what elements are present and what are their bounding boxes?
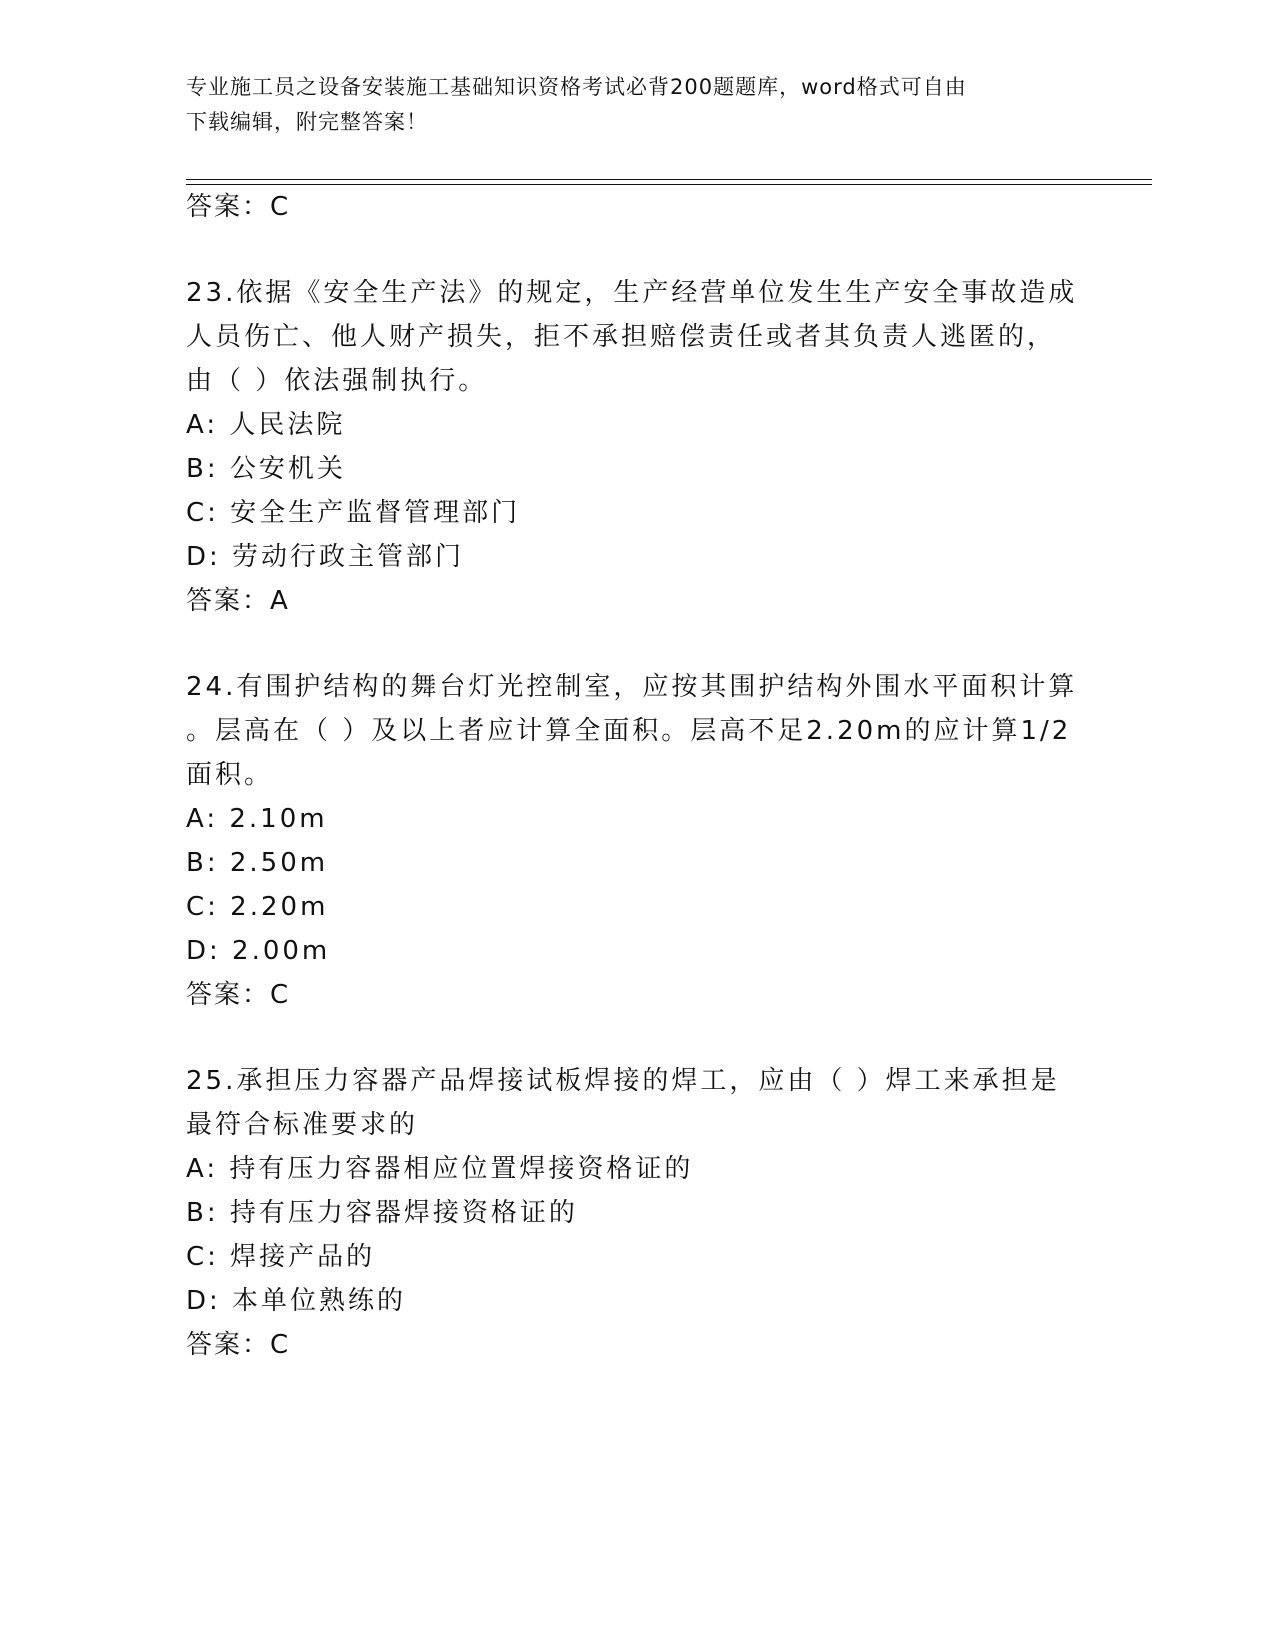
question-24-option-c: C: 2.20m (186, 892, 329, 922)
question-25-option-d: D: 本单位熟练的 (186, 1286, 407, 1316)
question-23-option-d: D: 劳动行政主管部门 (186, 542, 465, 572)
question-24-option-b: B: 2.50m (186, 848, 329, 878)
header-title-line-1: 专业施工员之设备安装施工基础知识资格考试必背200题题库，word格式可自由 (186, 75, 967, 99)
question-23-option-b: B: 公安机关 (186, 454, 346, 484)
question-24-option-d: D: 2.00m (186, 936, 331, 966)
question-24-stem-line-2: 。层高在（ ）及以上者应计算全面积。层高不足2.20m的应计算1/2 (186, 716, 1072, 746)
question-23-option-a: A: 人民法院 (186, 410, 346, 440)
question-23-option-c: C: 安全生产监督管理部门 (186, 498, 521, 528)
question-25-stem-line-2: 最符合标准要求的 (186, 1110, 419, 1140)
question-25-option-c: C: 焊接产品的 (186, 1242, 376, 1272)
question-23-stem-line-1: 23.依据《安全生产法》的规定，生产经营单位发生生产安全事故造成 (186, 278, 1078, 308)
question-23-stem-line-2: 人员伤亡、他人财产损失，拒不承担赔偿责任或者其负责人逃匿的， (186, 322, 1057, 352)
question-24-stem-line-1: 24.有围护结构的舞台灯光控制室，应按其围护结构外围水平面积计算 (186, 672, 1078, 702)
question-25-option-a: A: 持有压力容器相应位置焊接资格证的 (186, 1154, 694, 1184)
question-25-option-b: B: 持有压力容器焊接资格证的 (186, 1198, 578, 1228)
header-rule-bottom (186, 184, 1152, 185)
header-title-line-2: 下载编辑，附完整答案！ (186, 110, 428, 134)
question-24-stem-line-3: 面积。 (186, 760, 274, 790)
header-rule-top (186, 179, 1152, 180)
question-25-stem-line-1: 25.承担压力容器产品焊接试板焊接的焊工，应由（ ）焊工来承担是 (186, 1066, 1060, 1096)
document-header (186, 70, 1066, 140)
question-24-answer: 答案：C (186, 980, 291, 1010)
question-23-stem-line-3: 由（ ）依法强制执行。 (186, 366, 488, 396)
question-25-answer: 答案：C (186, 1330, 291, 1360)
question-24-option-a: A: 2.10m (186, 804, 328, 834)
previous-answer: 答案：C (186, 192, 291, 222)
question-23-answer: 答案：A (186, 586, 290, 616)
